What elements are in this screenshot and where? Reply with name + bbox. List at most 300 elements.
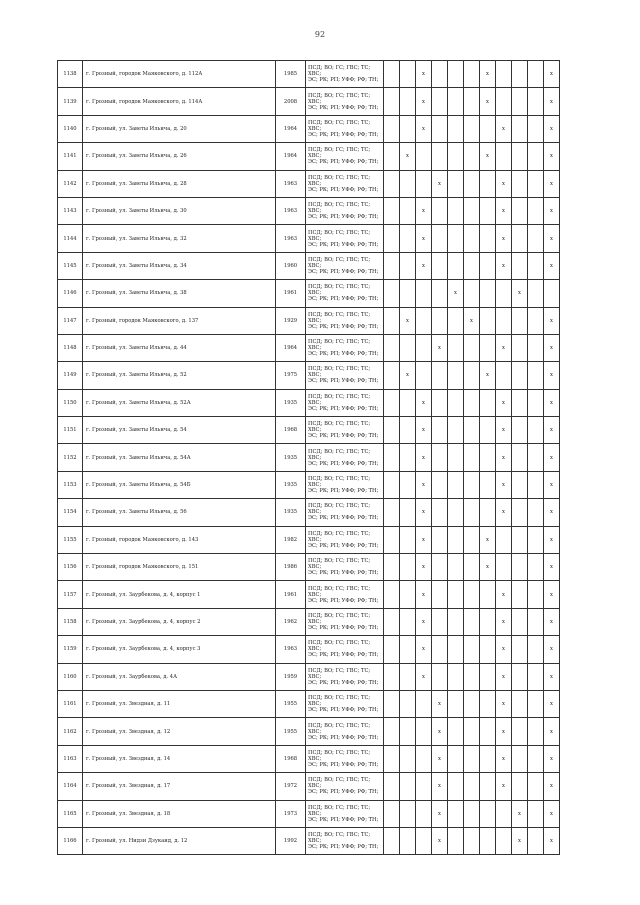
mark-cell	[432, 115, 448, 142]
mark-cell: x	[544, 608, 560, 635]
mark-cell	[432, 608, 448, 635]
mark-cell	[512, 225, 528, 252]
works-line-1: ПСД; ВО; ГС; ГВС; ТС; ХВС;	[308, 174, 371, 187]
mark-cell	[432, 61, 448, 88]
mark-cell	[416, 143, 432, 170]
mark-cell	[448, 471, 464, 498]
mark-cell: x	[416, 581, 432, 608]
mark-cell	[464, 718, 480, 745]
mark-cell	[528, 307, 544, 334]
row-number: 1157	[58, 581, 83, 608]
mark-cell	[480, 471, 496, 498]
row-number: 1146	[58, 280, 83, 307]
mark-cell	[480, 608, 496, 635]
mark-cell: x	[480, 554, 496, 581]
mark-cell: x	[544, 499, 560, 526]
mark-cell	[464, 663, 480, 690]
works-cell	[306, 554, 384, 581]
mark-cell: x	[544, 554, 560, 581]
mark-cell: x	[416, 471, 432, 498]
mark-cell	[432, 499, 448, 526]
mark-cell	[384, 115, 400, 142]
mark-cell	[464, 800, 480, 827]
address-cell: г. Грозный, ул. Нидзи Дзукаид, д. 12	[83, 827, 276, 854]
address-cell: г. Грозный, ул. Заурбекова, д. 4, корпус 1	[83, 581, 276, 608]
works-line-2: ЭС; РК; РП; УФФ; РФ; ТН;	[308, 734, 379, 741]
mark-cell	[512, 690, 528, 717]
works-line-1: ПСД; ВО; ГС; ГВС; ТС; ХВС;	[308, 339, 371, 352]
mark-cell	[480, 745, 496, 772]
address-cell: г. Грозный, ул. Звездная, д. 17	[83, 773, 276, 800]
mark-cell: x	[496, 389, 512, 416]
row-number: 1155	[58, 526, 83, 553]
address-cell: г. Грозный, ул. Заветы Ильича, д. 32	[83, 225, 276, 252]
works-cell	[306, 170, 384, 197]
mark-cell	[448, 608, 464, 635]
mark-cell: x	[416, 663, 432, 690]
works-cell	[306, 225, 384, 252]
works-line-1: ПСД; ВО; ГС; ГВС; ТС; ХВС;	[308, 311, 371, 324]
address-cell: г. Грозный, ул. Заветы Ильича, д. 38	[83, 280, 276, 307]
works-line-1: ПСД; ВО; ГС; ГВС; ТС; ХВС;	[308, 476, 371, 489]
mark-cell	[480, 636, 496, 663]
address-cell: г. Грозный, ул. Заветы Ильича, д. 54Б	[83, 471, 276, 498]
works-line-1: ПСД; ВО; ГС; ГВС; ТС; ХВС;	[308, 804, 371, 817]
table-row	[58, 88, 560, 115]
address-cell: г. Грозный, ул. Звездная, д. 18	[83, 800, 276, 827]
mark-cell: x	[496, 773, 512, 800]
works-cell	[306, 745, 384, 772]
row-number: 1148	[58, 334, 83, 361]
row-number: 1164	[58, 773, 83, 800]
year-cell: 1929	[276, 307, 306, 334]
mark-cell: x	[432, 170, 448, 197]
mark-cell	[512, 745, 528, 772]
table-row	[58, 170, 560, 197]
mark-cell	[480, 444, 496, 471]
mark-cell: x	[416, 115, 432, 142]
mark-cell	[416, 690, 432, 717]
table-row	[58, 471, 560, 498]
mark-cell	[400, 197, 416, 224]
mark-cell	[464, 636, 480, 663]
works-cell	[306, 526, 384, 553]
mark-cell	[432, 471, 448, 498]
row-number: 1162	[58, 718, 83, 745]
row-number: 1150	[58, 389, 83, 416]
mark-cell	[480, 225, 496, 252]
mark-cell	[384, 636, 400, 663]
mark-cell	[384, 444, 400, 471]
mark-cell	[416, 280, 432, 307]
mark-cell	[432, 280, 448, 307]
mark-cell: x	[544, 471, 560, 498]
mark-cell: x	[544, 225, 560, 252]
address-cell: г. Грозный, городок Маяковского, д. 151	[83, 554, 276, 581]
mark-cell	[528, 280, 544, 307]
mark-cell	[384, 225, 400, 252]
mark-cell: x	[496, 745, 512, 772]
works-cell	[306, 773, 384, 800]
mark-cell	[464, 252, 480, 279]
mark-cell	[432, 88, 448, 115]
table-row	[58, 581, 560, 608]
mark-cell	[528, 417, 544, 444]
mark-cell	[496, 800, 512, 827]
mark-cell	[480, 417, 496, 444]
mark-cell	[480, 334, 496, 361]
page-number: 92	[314, 30, 326, 39]
works-line-2: ЭС; РК; РП; УФФ; РФ; ТН;	[308, 351, 379, 358]
works-cell	[306, 608, 384, 635]
mark-cell	[400, 581, 416, 608]
mark-cell: x	[432, 773, 448, 800]
row-number: 1165	[58, 800, 83, 827]
mark-cell	[528, 581, 544, 608]
works-line-2: ЭС; РК; РП; УФФ; РФ; ТН;	[308, 159, 379, 166]
mark-cell	[448, 636, 464, 663]
mark-cell: x	[432, 334, 448, 361]
works-line-2: ЭС; РК; РП; УФФ; РФ; ТН;	[308, 405, 379, 412]
table-row	[58, 61, 560, 88]
works-line-1: ПСД; ВО; ГС; ГВС; ТС; ХВС;	[308, 613, 371, 625]
table-row	[58, 334, 560, 361]
mark-cell	[400, 526, 416, 553]
mark-cell: x	[480, 88, 496, 115]
mark-cell	[464, 389, 480, 416]
year-cell: 1935	[276, 444, 306, 471]
mark-cell	[400, 417, 416, 444]
works-line-2: ЭС; РК; РП; УФФ; РФ; ТН;	[308, 761, 379, 768]
mark-cell: x	[496, 690, 512, 717]
mark-cell	[384, 526, 400, 553]
year-cell: 1935	[276, 499, 306, 526]
table-row	[58, 115, 560, 142]
mark-cell: x	[544, 115, 560, 142]
mark-cell	[464, 773, 480, 800]
mark-cell	[512, 499, 528, 526]
year-cell: 1985	[276, 61, 306, 88]
mark-cell	[464, 827, 480, 854]
table-row	[58, 197, 560, 224]
mark-cell	[416, 827, 432, 854]
mark-cell	[480, 499, 496, 526]
mark-cell: x	[496, 581, 512, 608]
works-line-1: ПСД; ВО; ГС; ГВС; ТС; ХВС;	[308, 503, 371, 516]
works-line-2: ЭС; РК; РП; УФФ; РФ; ТН;	[308, 542, 379, 549]
mark-cell	[400, 252, 416, 279]
mark-cell: x	[464, 307, 480, 334]
mark-cell: x	[496, 636, 512, 663]
mark-cell	[464, 690, 480, 717]
address-cell: г. Грозный, ул. Заветы Ильича, д. 54А	[83, 444, 276, 471]
mark-cell	[448, 307, 464, 334]
address-cell: г. Грозный, городок Маяковского, д. 143	[83, 526, 276, 553]
mark-cell	[448, 88, 464, 115]
mark-cell: x	[544, 362, 560, 389]
works-cell	[306, 334, 384, 361]
mark-cell	[496, 143, 512, 170]
works-cell	[306, 280, 384, 307]
works-cell	[306, 800, 384, 827]
mark-cell	[384, 252, 400, 279]
works-cell	[306, 636, 384, 663]
year-cell: 1962	[276, 608, 306, 635]
mark-cell	[480, 663, 496, 690]
mark-cell	[496, 280, 512, 307]
mark-cell	[528, 636, 544, 663]
address-cell: г. Грозный, городок Маяковского, д. 137	[83, 307, 276, 334]
mark-cell	[512, 115, 528, 142]
year-cell: 1959	[276, 663, 306, 690]
year-cell: 1992	[276, 827, 306, 854]
table-row	[58, 745, 560, 772]
mark-cell	[400, 115, 416, 142]
works-cell	[306, 389, 384, 416]
mark-cell	[400, 800, 416, 827]
mark-cell	[400, 690, 416, 717]
mark-cell: x	[480, 526, 496, 553]
mark-cell	[400, 745, 416, 772]
year-cell: 1960	[276, 252, 306, 279]
mark-cell: x	[432, 690, 448, 717]
mark-cell	[512, 471, 528, 498]
mark-cell: x	[416, 444, 432, 471]
mark-cell: x	[496, 499, 512, 526]
row-number: 1161	[58, 690, 83, 717]
mark-cell	[432, 307, 448, 334]
mark-cell	[528, 471, 544, 498]
row-number: 1152	[58, 444, 83, 471]
mark-cell	[448, 334, 464, 361]
mark-cell	[512, 417, 528, 444]
mark-cell	[464, 554, 480, 581]
mark-cell	[480, 170, 496, 197]
address-cell: г. Грозный, городок Маяковского, д. 114А	[83, 88, 276, 115]
address-cell: г. Грозный, ул. Заветы Ильича, д. 34	[83, 252, 276, 279]
mark-cell	[464, 115, 480, 142]
mark-cell	[528, 334, 544, 361]
mark-cell	[528, 115, 544, 142]
year-cell: 1973	[276, 800, 306, 827]
table-row	[58, 252, 560, 279]
mark-cell	[480, 581, 496, 608]
mark-cell	[448, 115, 464, 142]
works-line-1: ПСД; ВО; ГС; ГВС; ТС; ХВС;	[308, 65, 371, 78]
works-cell	[306, 827, 384, 854]
mark-cell: x	[544, 88, 560, 115]
address-cell: г. Грозный, ул. Заветы Ильича, д. 52	[83, 362, 276, 389]
mark-cell	[448, 773, 464, 800]
mark-cell: x	[496, 663, 512, 690]
mark-cell	[384, 143, 400, 170]
works-cell	[306, 718, 384, 745]
mark-cell: x	[512, 280, 528, 307]
mark-cell	[384, 334, 400, 361]
works-line-1: ПСД; ВО; ГС; ГВС; ТС; ХВС;	[308, 722, 371, 735]
mark-cell: x	[512, 827, 528, 854]
year-cell: 1963	[276, 170, 306, 197]
mark-cell	[528, 197, 544, 224]
mark-cell: x	[544, 636, 560, 663]
works-line-2: ЭС; РК; РП; УФФ; РФ; ТН;	[308, 131, 379, 138]
mark-cell	[400, 225, 416, 252]
works-line-2: ЭС; РК; РП; УФФ; РФ; ТН;	[308, 378, 379, 385]
address-registry-table	[57, 60, 560, 855]
mark-cell: x	[432, 745, 448, 772]
mark-cell: x	[400, 143, 416, 170]
works-line-1: ПСД; ВО; ГС; ГВС; ТС; ХВС;	[308, 229, 371, 242]
mark-cell: x	[416, 225, 432, 252]
mark-cell	[384, 827, 400, 854]
mark-cell: x	[432, 827, 448, 854]
address-cell: г. Грозный, ул. Заветы Ильича, д. 30	[83, 197, 276, 224]
mark-cell	[400, 608, 416, 635]
mark-cell	[448, 745, 464, 772]
row-number: 1158	[58, 608, 83, 635]
mark-cell	[400, 663, 416, 690]
mark-cell	[384, 499, 400, 526]
mark-cell: x	[544, 197, 560, 224]
mark-cell: x	[480, 143, 496, 170]
address-cell: г. Грозный, ул. Звездная, д. 12	[83, 718, 276, 745]
works-cell	[306, 307, 384, 334]
mark-cell	[512, 61, 528, 88]
mark-cell	[384, 800, 400, 827]
mark-cell	[448, 827, 464, 854]
mark-cell: x	[496, 334, 512, 361]
mark-cell	[464, 362, 480, 389]
mark-cell: x	[416, 197, 432, 224]
mark-cell	[480, 690, 496, 717]
address-cell: г. Грозный, ул. Заветы Ильича, д. 44	[83, 334, 276, 361]
mark-cell: x	[544, 773, 560, 800]
works-line-2: ЭС; РК; РП; УФФ; РФ; ТН;	[308, 323, 379, 330]
table-row	[58, 526, 560, 553]
year-cell: 2008	[276, 88, 306, 115]
mark-cell: x	[544, 307, 560, 334]
year-cell: 1935	[276, 471, 306, 498]
works-line-1: ПСД; ВО; ГС; ГВС; ТС; ХВС;	[308, 448, 371, 461]
mark-cell	[512, 554, 528, 581]
address-cell: г. Грозный, ул. Заветы Ильича, д. 20	[83, 115, 276, 142]
address-cell: г. Грозный, ул. Заветы Ильича, д. 26	[83, 143, 276, 170]
mark-cell	[544, 280, 560, 307]
mark-cell	[448, 581, 464, 608]
mark-cell	[400, 827, 416, 854]
mark-cell	[432, 554, 448, 581]
row-number: 1139	[58, 88, 83, 115]
works-line-2: ЭС; РК; РП; УФФ; РФ; ТН;	[308, 844, 379, 851]
mark-cell	[512, 444, 528, 471]
mark-cell	[528, 444, 544, 471]
mark-cell	[448, 362, 464, 389]
mark-cell	[496, 526, 512, 553]
mark-cell	[528, 225, 544, 252]
mark-cell	[448, 718, 464, 745]
mark-cell	[496, 61, 512, 88]
mark-cell	[400, 389, 416, 416]
mark-cell	[416, 334, 432, 361]
mark-cell	[416, 170, 432, 197]
mark-cell: x	[544, 800, 560, 827]
works-line-2: ЭС; РК; РП; УФФ; РФ; ТН;	[308, 570, 379, 577]
mark-cell: x	[496, 225, 512, 252]
mark-cell	[464, 526, 480, 553]
mark-cell: x	[544, 170, 560, 197]
row-number: 1145	[58, 252, 83, 279]
mark-cell	[448, 690, 464, 717]
works-cell	[306, 252, 384, 279]
works-line-1: ПСД; ВО; ГС; ГВС; ТС; ХВС;	[308, 421, 371, 434]
mark-cell	[528, 526, 544, 553]
works-cell	[306, 115, 384, 142]
address-cell: г. Грозный, ул. Заурбекова, д. 4, корпус 3	[83, 636, 276, 663]
mark-cell	[480, 718, 496, 745]
row-number: 1144	[58, 225, 83, 252]
mark-cell	[480, 800, 496, 827]
mark-cell	[400, 444, 416, 471]
mark-cell	[464, 334, 480, 361]
mark-cell: x	[416, 636, 432, 663]
mark-cell: x	[544, 526, 560, 553]
works-line-1: ПСД; ВО; ГС; ГВС; ТС; ХВС;	[308, 147, 371, 160]
mark-cell: x	[496, 444, 512, 471]
mark-cell	[528, 773, 544, 800]
mark-cell	[384, 197, 400, 224]
works-cell	[306, 362, 384, 389]
mark-cell	[448, 800, 464, 827]
mark-cell: x	[544, 334, 560, 361]
mark-cell	[512, 252, 528, 279]
mark-cell: x	[496, 718, 512, 745]
mark-cell	[512, 88, 528, 115]
mark-cell	[528, 663, 544, 690]
mark-cell	[528, 608, 544, 635]
mark-cell: x	[544, 61, 560, 88]
mark-cell	[400, 499, 416, 526]
address-cell: г. Грозный, городок Маяковского, д. 112А	[83, 61, 276, 88]
row-number: 1143	[58, 197, 83, 224]
mark-cell	[384, 773, 400, 800]
address-cell: г. Грозный, ул. Заветы Ильича, д. 56	[83, 499, 276, 526]
year-cell: 1986	[276, 554, 306, 581]
mark-cell: x	[496, 471, 512, 498]
mark-cell	[448, 170, 464, 197]
mark-cell: x	[544, 581, 560, 608]
mark-cell	[400, 334, 416, 361]
year-cell: 1955	[276, 690, 306, 717]
mark-cell	[432, 663, 448, 690]
mark-cell	[384, 280, 400, 307]
mark-cell	[496, 554, 512, 581]
row-number: 1138	[58, 61, 83, 88]
mark-cell: x	[544, 389, 560, 416]
mark-cell: x	[544, 143, 560, 170]
year-cell: 1963	[276, 636, 306, 663]
table-row	[58, 773, 560, 800]
works-line-2: ЭС; РК; РП; УФФ; РФ; ТН;	[308, 625, 379, 631]
mark-cell: x	[400, 307, 416, 334]
mark-cell	[464, 745, 480, 772]
works-line-1: ПСД; ВО; ГС; ГВС; ТС; ХВС;	[308, 832, 371, 845]
year-cell: 1968	[276, 417, 306, 444]
works-line-1: ПСД; ВО; ГС; ГВС; ТС; ХВС;	[308, 667, 371, 680]
year-cell: 1935	[276, 389, 306, 416]
year-cell: 1955	[276, 718, 306, 745]
mark-cell	[464, 88, 480, 115]
mark-cell	[384, 608, 400, 635]
